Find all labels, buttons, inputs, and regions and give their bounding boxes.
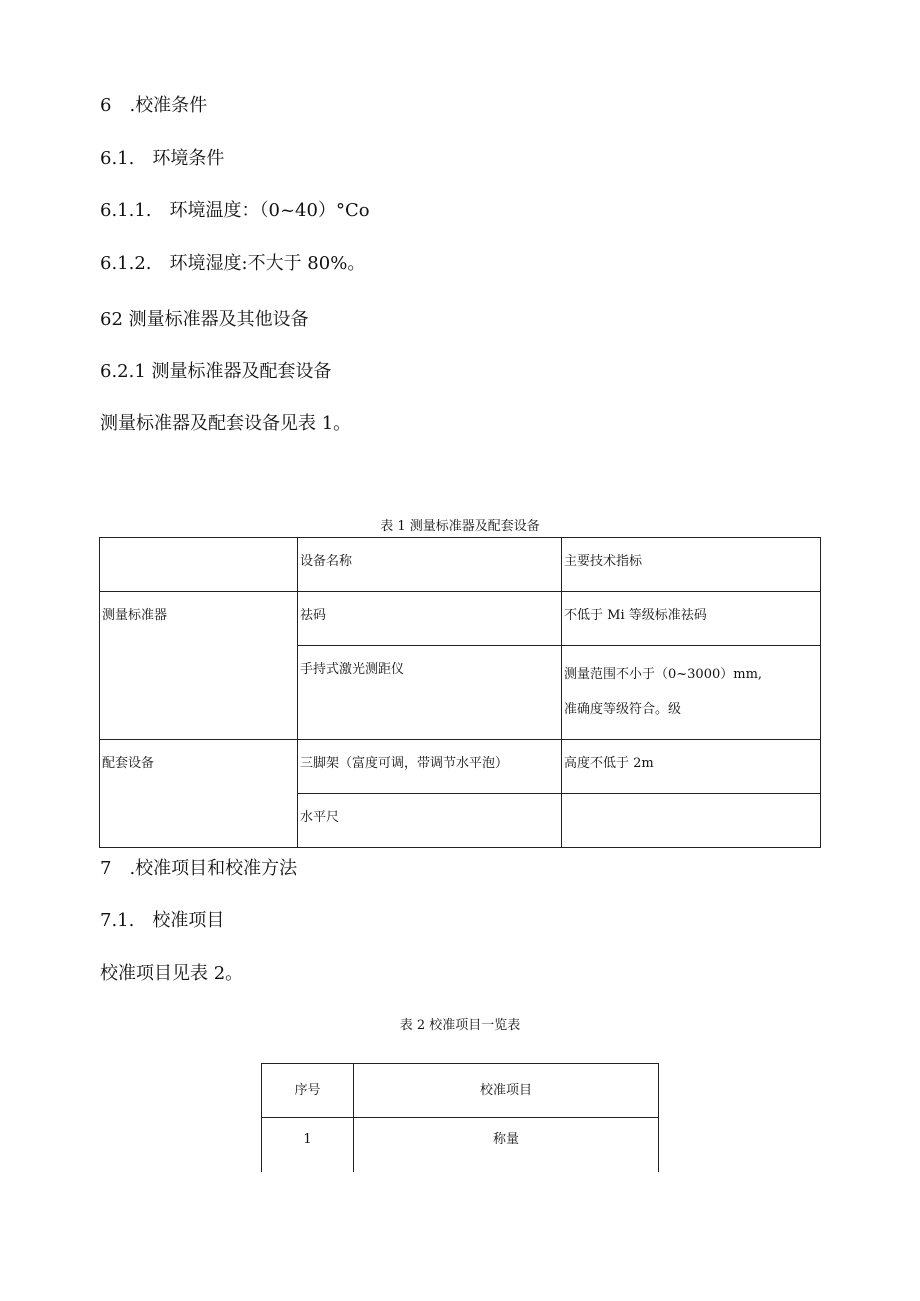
equipment-spec-cell [562, 740, 821, 794]
spec-line: 不低于 Mi 等级标准祛码 [564, 608, 707, 623]
header-spec-cell: 主要技术指标 [562, 538, 821, 592]
equipment-spec-cell [562, 794, 821, 848]
equipment-name-cell: 祛码 [298, 592, 562, 646]
table-row [100, 646, 821, 740]
table-row [100, 740, 821, 794]
heading-6: 6 .校准条件 [100, 95, 208, 116]
equipment-name-cell: 水平尺 [298, 794, 562, 848]
table-row [100, 794, 821, 848]
table1-caption: 表 1 测量标准器及配套设备 [380, 519, 540, 534]
item-name-cell: 称量 [354, 1118, 659, 1173]
heading-6-2: 62 测量标准器及其他设备 [100, 309, 309, 330]
spec-line: 测量范围不小于（0~3000）mm, [564, 667, 763, 682]
spec-line: 高度不低于 2m [564, 756, 654, 771]
spec-line: 准确度等级符合。级 [564, 702, 682, 717]
paragraph-table1-reference: 测量标准器及配套设备见表 1。 [100, 413, 352, 434]
equipment-name-cell: 手持式激光测距仪 [298, 646, 562, 740]
heading-6-1-1: 6.1.1. 环境温度：（0~40）°Co [100, 200, 370, 221]
calibration-items-table [261, 1063, 659, 1172]
heading-6-2-1: 6.2.1 测量标准器及配套设备 [100, 361, 332, 382]
category-cell: 测量标准器 [100, 592, 298, 646]
equipment-spec-cell [562, 646, 821, 740]
heading-6-1: 6.1. 环境条件 [100, 148, 225, 169]
category-cell: 配套设备 [100, 740, 298, 794]
table2-caption: 表 2 校准项目一览表 [399, 1018, 521, 1033]
table-header-row [100, 538, 821, 592]
item-no-cell: 1 [262, 1118, 354, 1173]
header-item-cell: 校准项目 [354, 1064, 659, 1118]
table-header-row [262, 1064, 659, 1118]
table-row [100, 592, 821, 646]
table-row [262, 1118, 659, 1173]
equipment-table [99, 537, 821, 848]
heading-7-1: 7.1. 校准项目 [100, 910, 225, 931]
heading-7: 7 .校准项目和校准方法 [100, 858, 298, 879]
paragraph-table2-reference: 校准项目见表 2。 [100, 963, 244, 984]
heading-6-1-2: 6.1.2. 环境湿度:不大于 80%。 [100, 253, 366, 274]
header-category-cell [100, 538, 298, 592]
header-name-cell: 设备名称 [298, 538, 562, 592]
equipment-name-cell: 三脚架（富度可调，带调节水平泡） [298, 740, 562, 794]
equipment-spec-cell [562, 592, 821, 646]
header-no-cell: 序号 [262, 1064, 354, 1118]
category-cell-continued [100, 794, 298, 848]
category-cell-continued [100, 646, 298, 740]
